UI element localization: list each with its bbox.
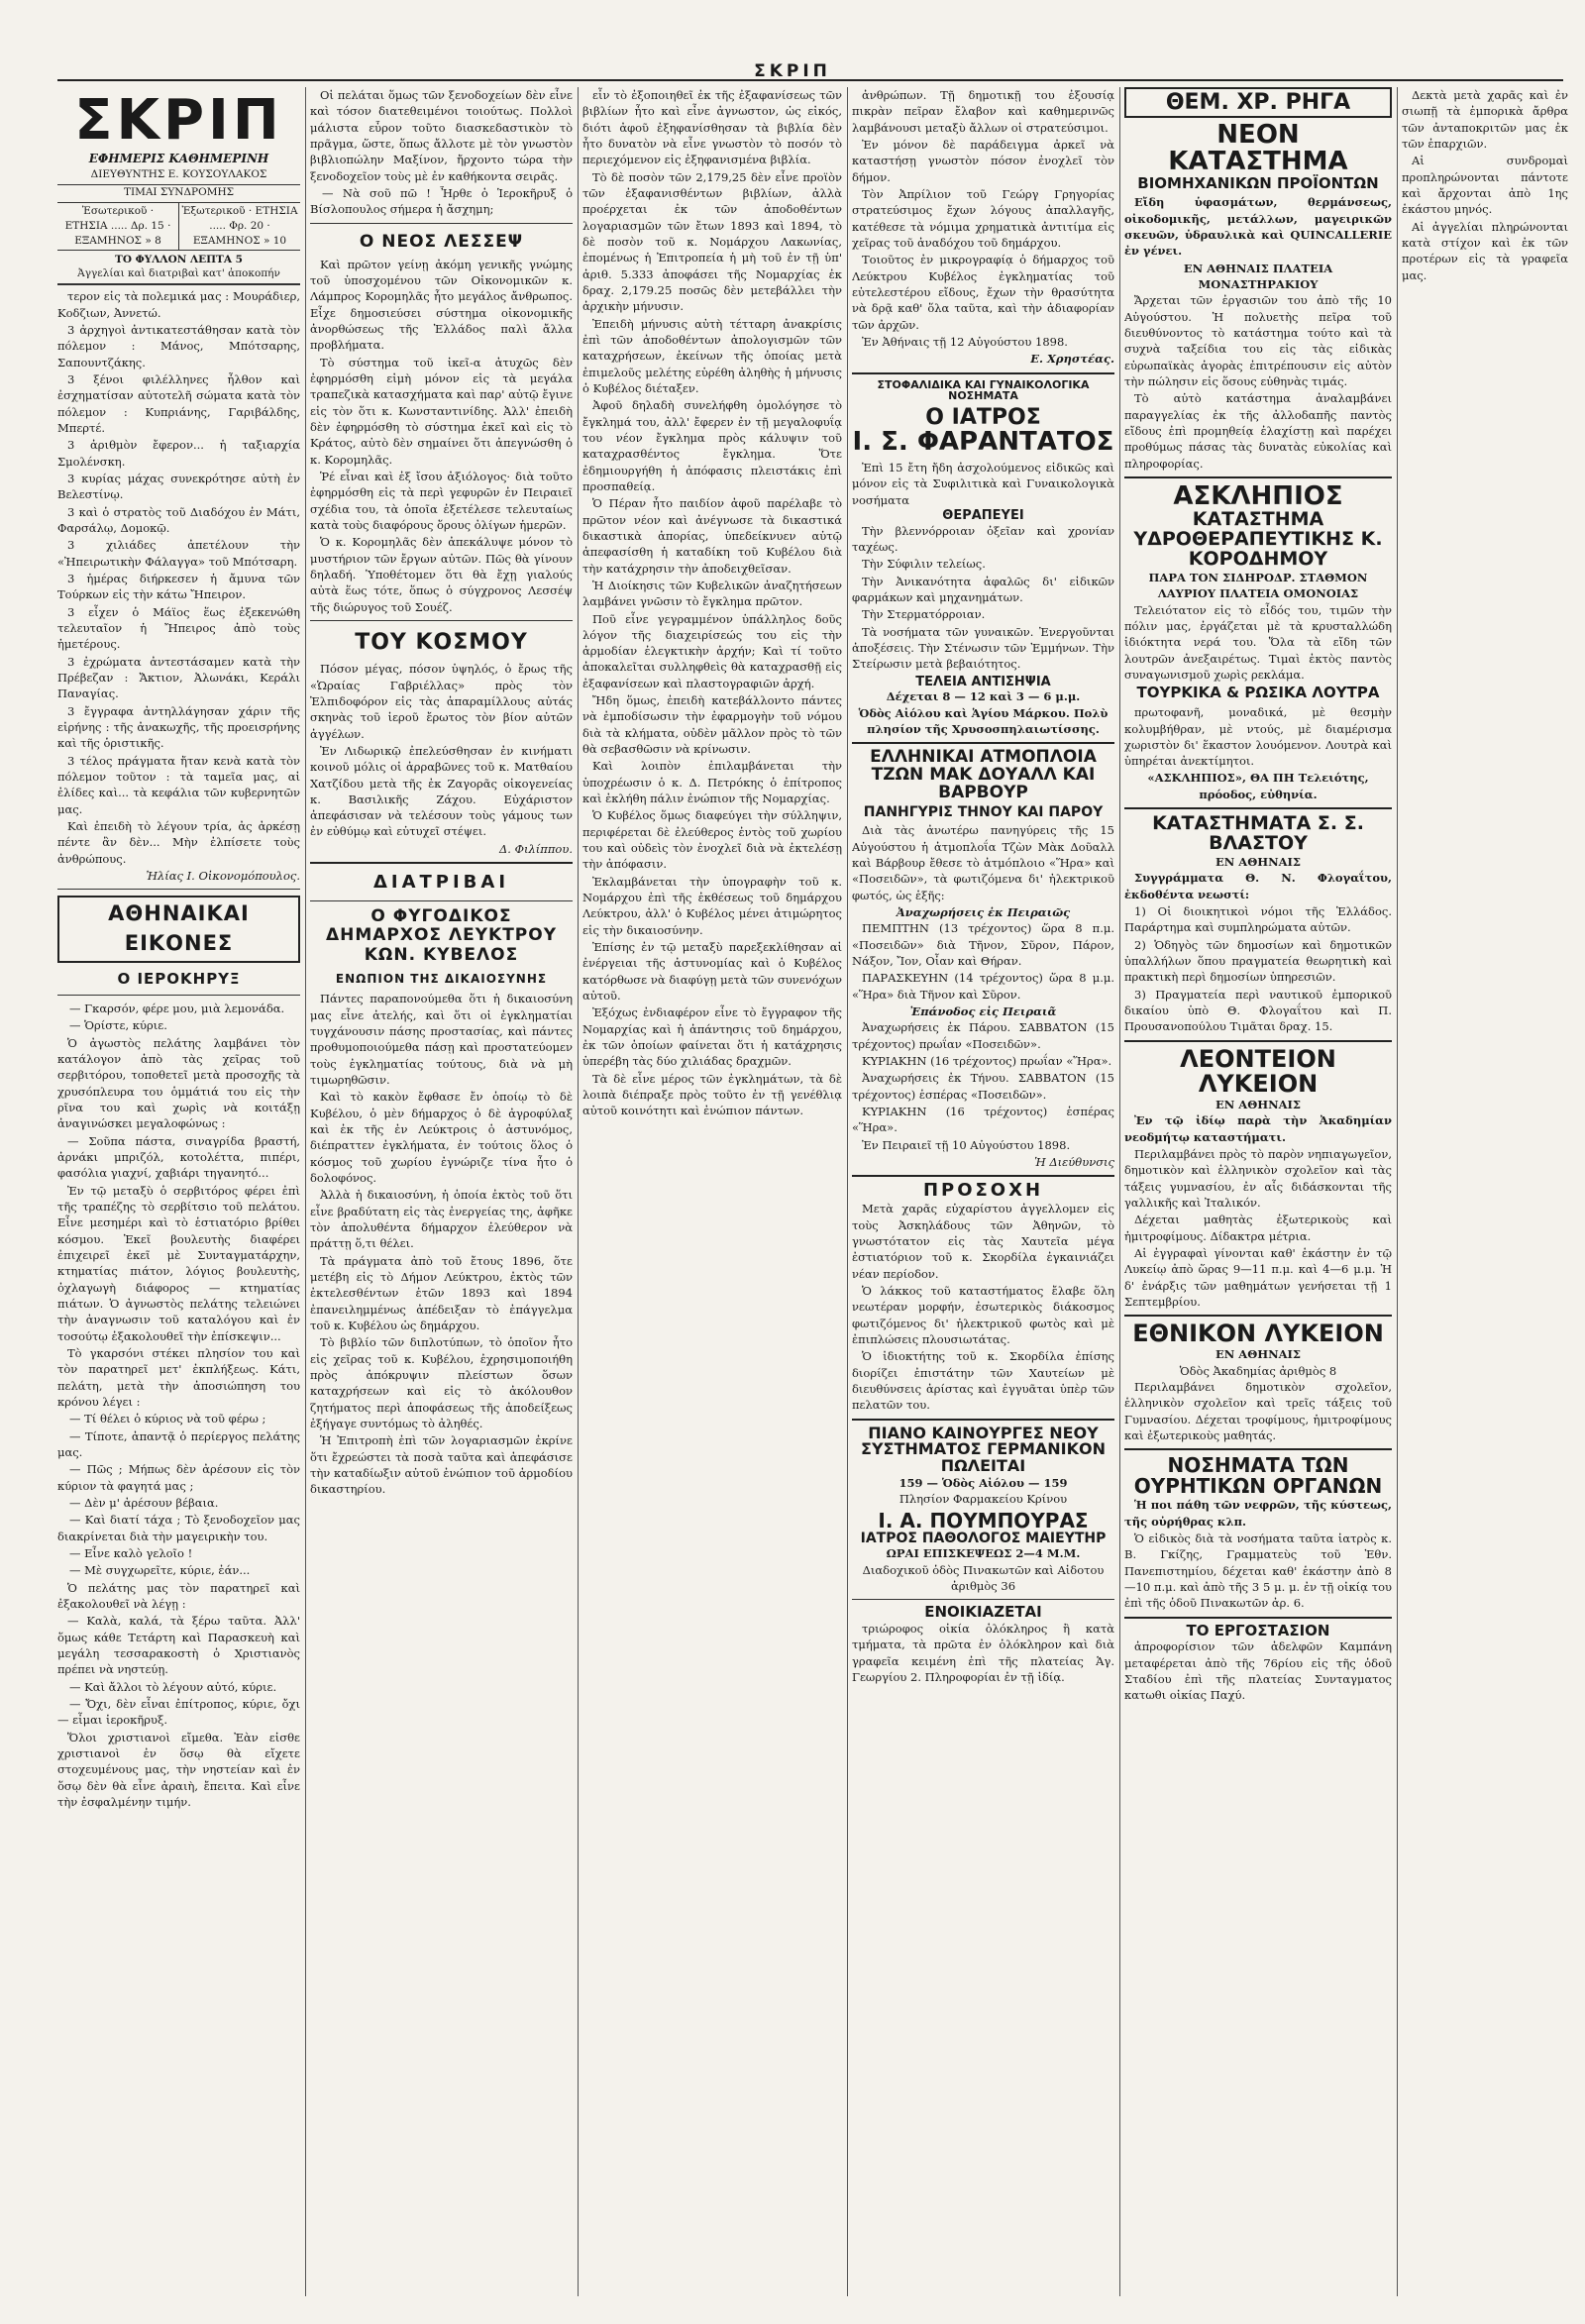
paragraph: Ἀναχωρήσεις ἐκ Πάρου. ΣΑΒΒΑΤΟΝ (15 τρέχοντος) πρωΐαν «Ποσειδῶν». [852,1020,1114,1051]
paragraph: Καὶ τὸ κακὸν ἔφθασε ἔν ὁποίῳ τὸ δὲ Κυβέλου, ὁ μὲν δήμαρχος ὁ δὲ ἀγροφύλαξ καὶ ἐκ τῆς ἐν Λεύκτροις ὁ ἀστυνόμος, διέπραττεν ἐγκλήματα, ἐν τούτοις ὅλος ὁ κόσμος τοῦ χωρίου ἐγνώριζε τίνα ἦτο ὁ δολοφόνος. [310,1090,573,1185]
ad-address: 159 — Ὁδὸς Αἰόλου — 159 [898,1475,1068,1490]
paragraph: Τὰ πράγματα ἀπὸ τοῦ ἔτους 1896, ὅτε μετέβη εἰς τὸ Δήμον Λεύκτρου, ἐκτὸς τῶν ἐκτελεσθέντων ἐτῶν 1893 καὶ 1894 ἐπανειλημμένως ἀπέδειξαν τὸ ἐπάγγελμα τοῦ κ. Κυβέλου ὡς δημάρχου. [310,1253,573,1332]
paragraph: Διὰ τὰς ἀνωτέρω πανηγύρεις τῆς 15 Αὐγούστου ἡ ἀτμοπλοΐα Τζὼν Μὰκ Δοῦαλλ καὶ Βάρβουρ ἔθεσε τὸ ἀτμόπλοιο «Ἥρα» καὶ «Ποσειδῶν», τὰ φωτιζόμενα δι' ἠλεκτρικοῦ φωτός, ὡς ἑξῆς: [852,823,1114,902]
ad-subtitle: ΕΝ ΑΘΗΝΑΙΣ [1215,1098,1302,1111]
paragraph: Ἄρχεται τῶν ἐργασιῶν του ἀπὸ τῆς 10 Αὐγούστου. Ἡ πολυετὴς πεῖρα τοῦ διευθύνοντος τὸ κατάστημα τούτο καὶ τὰ συχνὰ ταξείδια του εἰς τὰς εἰδικὰς εὐρωπαϊκὰς ἀγορὰς ἐπιτρέπουσιν εἰς αὐτὸν τὴν πώλησιν εἰς ὅσους εὐθηνὰς τιμάς. [1124,293,1392,389]
paragraph: 3 κυρίας μάχας συνεκρότησε αὐτὴ ἐν Βελεστίνῳ. [57,471,300,502]
paragraph: ἀνθρώπων. Τῇ δημοτικῇ του ἐξουσίᾳ πικρὰν πεῖραν ἔλαβον καὶ καθημερινῶς λαμβάνουσι μεταξὺ ἄλλων οἱ στρατεύσιμοι. [852,88,1114,135]
ad-subtitle: ΠΑΝΗΓΥΡΙΣ ΤΗΝΟΥ ΚΑΙ ΠΑΡΟΥ [863,803,1104,820]
ad-address: ΕΝ ΑΘΗΝΑΙΣ ΠΛΑΤΕΙΑ ΜΟΝΑΣΤΗΡΑΚΙΟΥ [1183,261,1333,292]
paragraph: ΠΕΜΠΤΗΝ (13 τρέχοντος) ὥρα 8 π.μ. «Ποσειδῶν» διὰ Τῆνον, Σῦρον, Πάρον, Νάξον, Ἴον, Οἶαν καὶ Θήραν. [852,921,1114,969]
feature-subtitle: ΕΝΩΠΙΟΝ ΤΗΣ ΔΙΚΑΙΟΣΥΝΗΣ [335,972,548,987]
paragraph: Τὰ δὲ εἶνε μέρος τῶν ἐγκλημάτων, τὰ δὲ λοιπὰ διέπραξε πρὸς τοῦτο ἐν τῇ γενέθλιᾳ αὐτοῦ κοινότητι καὶ ἐνώπιον πάντων. [582,1071,842,1118]
ad-title: ΝΕΟΝ ΚΑΤΑΣΤΗΜΑ [1168,120,1348,177]
column-3 [582,87,842,2296]
column-divider [578,87,579,2296]
paragraph: Ἐπὶ 15 ἔτη ἤδη ἀσχολούμενος εἰδικῶς καὶ μόνον εἰς τὰ Συφιλιτικὰ καὶ Γυναικολογικὰ νοσήματα [852,461,1114,507]
divider [1124,1315,1392,1317]
paragraph: Ὅλοι χριστιανοὶ εἴμεθα. Ἐὰν εἰσθε χριστιανοὶ ἐν ὅσῳ θὰ εἴχετε στοχευμένους μας, τὴν νηστείαν καὶ ἐν ὅσῳ δὲν θὰ εἶνε ἀραιὴ, ἔπειτα. Καὶ εἶνε τὴν ἐσφαλμένην τιμήν. [57,1730,300,1809]
subscription-prices [57,202,300,251]
paragraph: Ἀλλὰ ἡ δικαιοσύνη, ἡ ὁποία ἐκτὸς τοῦ ὅτι εἶνε βραδύτατη εἰς τὰς ἐνεργείας της, ἀφῆκε τὸν ἀπολυθέντα δήμαρχον ἐλεύθερον νὰ πράττῃ ὅ,τι θέλει. [310,1188,573,1251]
paragraph: Ὁ Πέραν ἦτο παιδίον ἀφοῦ παρέλαβε τὸ πρῶτον νέον καὶ ἀνέγνωσε τὰ δικαστικά δικαστικὰ ἀπορίας, ὑπεδείκνυεν αὐτῷ ἀπεφασίσθη ἡ καταδίκη τοῦ Κυβέλου διὰ τὴν κατάχρησιν τὴν ἀποδειχθεῖσαν. [582,496,842,576]
ad-address: ΠΑΡΑ ΤΟΝ ΣΙΔΗΡΟΔΡ. ΣΤΑΘΜΟΝ ΛΑΥΡΙΟΥ ΠΛΑΤΕΙΑ ΟΜΟΝΟΙΑΣ [1148,571,1368,601]
ad-subheading: Ἐπάνοδος εἰς Πειραιᾶ [909,1004,1057,1019]
column-4 [852,87,1114,2296]
ad-title: ΝΟΣΗΜΑΤΑ ΤΩΝ ΟΥΡΗΤΙΚΩΝ ΟΡΓΑΝΩΝ [1133,1453,1383,1499]
section-title: ΔΙΑΤΡΙΒΑΙ [372,872,510,894]
paragraph: ΚΥΡΙΑΚΗΝ (16 τρέχοντος) ἑσπέρας «Ἥρα». [852,1105,1114,1135]
paragraph: Ἐπειδὴ μήνυσις αὐτὴ τέτταρη ἀνακρίσις ἐπὶ τῶν ἀποδοθέντων ἀπολογισμῶν τῶν καταχρήσεων, ἐκείνων τῆς ὁποίας μετὰ ἐπιμελοῦς μελέτης εὑρέθη ἀληθὴς ἡ μήνυσις ὁ Κυβέλος διέταξεν. [582,316,842,395]
ad-subheading: ΤΕΛΕΙΑ ΑΝΤΙΣΗΨΙΑ [915,674,1051,689]
paragraph: Περιλαμβάνει δημοτικὸν σχολεῖον, ἑλληνικὸν σχολεῖον καὶ τρεῖς τάξεις τοῦ Γυμνασίου. Δέχεται τροφίμους, ἡμιτροφίμους καὶ ἐξωτερικοὺς μαθητάς. [1124,1380,1392,1443]
paragraph: Ἤδη ὅμως, ἐπειδὴ κατεβάλλοντο πάντες νὰ ἐμποδίσωσιν τὴν ἐφαρμογὴν τοῦ νόμου διὰ τὰ κλήματα, οὐδὲν μᾶλλον πρὸς τὸ τῶν θὰ σεβασθῶσιν νὰ κρίνωσιν. [582,693,842,757]
paragraph: Ἐν τῷ μεταξὺ ὁ σερβιτόρος φέρει ἐπὶ τῆς τραπέζης τὸ σερβίτσιο τοῦ πελάτου. Εἶνε μεσημέρι καὶ τὸ ἑστιατόριο βρίθει κόσμου. Ἐκεῖ βουλευτὴς διαφέρει ἐπιχειρεῖ ἐκεῖ μὲ Συνταγματάρχην, κτηματίας πιάτον, λόγιος βουλευτὴς, ὀχλαγωγὴ διάφορος — κτηματίας πιάτων. Ὁ ἀγνωστὸς πελάτης τελειώνει τὴν ἀναγνωσιν τοῦ καταλόγου καὶ ἐν τοσούτῳ ἐξακολουθεῖ τὴν ἐπίσκεψιν... [57,1183,300,1343]
ad-title: ΠΡΟΣΟΧΗ [922,1180,1044,1202]
ad-name: ΘΕΜ. ΧΡ. ΡΗΓΑ [1124,87,1392,118]
paragraph: τερον εἰς τὰ πολεμικά μας : Μουράδιερ, Κοδζιων, Ἀννετώ. [57,289,300,320]
signature: Ἠλίας Ι. Οἰκονομόπουλος. [146,868,300,883]
ad-title: ΛΕΟΝΤΕΙΟΝ ΛΥΚΕΙΟΝ [1180,1044,1336,1098]
paragraph: Ὁ ἰδιοκτήτης τοῦ κ. Σκορδίλα ἐπίσης διορίζει ἐπιστάτην τῶν Χαυτείων μὲ διευθύνσεις ἀρίστας καὶ ἐγγυᾶται ὑπὲρ τῶν πελατῶν του. [852,1349,1114,1413]
paragraph: — Τίποτε, ἀπαντᾷ ὁ περίεργος πελάτης μας. [57,1428,300,1459]
paragraph: — Γκαρσόν, φέρε μου, μιὰ λεμονάδα. [69,1002,285,1016]
section-title: ΑΘΗΝΑΙΚΑΙ ΕΙΚΟΝΕΣ [57,896,300,963]
foreign-prices: Ἐξωτερικοῦ · ΕΤΗΣΙΑ ..... Φρ. 20 · ΕΞΑΜΗΝΟΣ » 10 [181,204,298,247]
divider [310,620,573,621]
masthead-title: ΣΚΡΙΠ [74,88,283,153]
ad-title: ΕΝΟΙΚΙΑΖΕΤΑΙ [924,1603,1042,1622]
paragraph: — Μὲ συγχωρεῖτε, κύριε, ἐάν... [69,1563,251,1578]
ad-subtitle: ΒΙΟΜΗΧΑΝΙΚΩΝ ΠΡΟΪΟΝΤΩΝ [1137,173,1379,192]
paragraph: 2) Ὁδηγὸς τῶν δημοσίων καὶ δημοτικῶν ὑπαλλήλων ὅπου πραγματεία θεωρητικὴ καὶ πρακτικὴ περὶ δημοσίων ὑπηρεσιῶν. [1124,937,1392,985]
ad-header: ΣΤΟΦΑΛΙΔΙΚΑ ΚΑΙ ΓΥΝΑΙΚΟΛΟΓΙΚΑ ΝΟΣΗΜΑΤΑ [877,377,1090,403]
paragraph: 3 καὶ ὁ στρατὸς τοῦ Διαδόχου ἐν Μάτι, Φαρσάλῳ, Δομοκῷ. [57,504,300,535]
column-divider [1397,87,1398,2296]
paragraph: Ἡ Ἐπιτροπὴ ἐπὶ τῶν λογαριασμῶν ἐκρίνε ὅτι ἔχρεώστει τὰ ποσὰ ταῦτα καὶ ἀπεφάσισε τὴν καταδίωξιν αὐτοῦ ἐνώπιον τοῦ ἁρμοδίου δικαστηρίου. [310,1433,573,1497]
paragraph: Περιλαμβάνει πρὸς τὸ παρὸν νηπιαγωγεῖον, δημοτικὸν καὶ ἑλληνικὸν σχολεῖον καὶ τὰς τάξεις γυμνασίου, ἐν αἷς διδάσκονται τῆς γαλλικῆς καὶ Ἰταλικόν. [1124,1146,1392,1210]
divider [1124,1448,1392,1450]
paragraph: — Καὶ ἄλλοι τὸ λέγουν αὐτό, κύριε. [69,1679,277,1694]
signature: Δ. Φιλίππου. [498,841,573,856]
column-6 [1402,87,1568,2296]
paragraph: 3 ἔγγραφα ἀντηλλάγησαν χάριν τῆς εἰρήνης : τῆς ἀνακωχῆς, τῆς προεισρήνης καὶ τῆς ὁριστικῆς. [57,703,300,751]
paragraph: Αἱ ἀγγελίαι πληρώνονται κατὰ στίχον καὶ ἐκ τῶν προτέρων εἰς τὰ γραφεῖα μας. [1402,219,1568,282]
paragraph: Συγγράμματα Θ. Ν. Φλογαΐτου, ἐκδοθέντα νεωστί: [1124,871,1392,901]
divider [852,742,1114,744]
paragraph: Δεκτὰ μετὰ χαρᾶς καὶ ἐν σιωπῇ τὰ ἐμπορικὰ ἄρθρα τῶν ἀνταποκριτῶν μας ἐκ τῶν ἐπαρχιῶν. [1402,88,1568,151]
ad-subheading: Ἀναχωρήσεις ἐκ Πειραιῶς [896,905,1071,920]
column-divider [847,87,848,2296]
paragraph: Ἐπίσης ἐν τῷ μεταξὺ παρεξεκλίθησαν αἱ ἐνέργειαι τῆς ἀστυνομίας καὶ ὁ Κυβέλος κατόρθωσε νὰ διαφύγῃ μετὰ τῶν συνενόχων αὐτοῦ. [582,940,842,1004]
ad-subtitle: ΕΝ ΑΘΗΝΑΙΣ [1215,1347,1302,1362]
feature-title: Ο ΦΥΓΟΔΙΚΟΣ ΔΗΜΑΡΧΟΣ ΛΕΥΚΤΡΟΥ ΚΩΝ. ΚΥΒΕΛΟΣ [325,905,558,965]
paragraph: Ἐν τῷ ἰδίῳ παρὰ τὴν Ἀκαδημίαν νεοδμήτῳ καταστήματι. [1124,1113,1392,1144]
ad-title: ΙΑΤΡΟΣ ΠΑΘΟΛΟΓΟΣ ΜΑΙΕΥΤΗΡ [860,1530,1107,1546]
signature: Ε. Χρηστέας. [1030,352,1114,367]
paragraph: Εἴδη ὑφασμάτων, θερμάνσεως, οἰκοδομικῆς, μετάλλων, μαγειρικῶν σκευῶν, ὑδραυλικὰ καὶ QUINCALLERIE ἐν γένει. [1124,195,1392,259]
column-divider [305,87,306,2296]
paragraph: Ἀναχωρήσεις ἐκ Τήνου. ΣΑΒΒΑΤΟΝ (15 τρέχοντος) ἑσπέρας «Ποσειδῶν». [852,1071,1114,1102]
paragraph: — Σοῦπα πάστα, σιναγρίδα βραστή, ἀρνάκι μπριζόλ, κοτολέττα, πιπέρι, φασόλια γιαχνί, χαβιάρι τηγανητό... [57,1133,300,1181]
paragraph: Τὸ βιβλίο τῶν διπλοτύπων, τὸ ὁποῖον ἦτο εἰς χεῖρας τοῦ κ. Κυβέλου, ἐχρησιμοποιήθη πρὸς ἀπόκρυψιν πλείστων ὅσων καταχρήσεων καὶ εἰς τὸ ἀκόλουθον ζητήματος περὶ ἀποφάσεως τῆς ἀποδείξεως ἐξήγαγε συντόμως τὸ ἀληθές. [310,1335,573,1430]
paragraph: Τὴν βλεννόρροιαν ὀξεῖαν καὶ χρονίαν ταχέως. [852,523,1114,555]
divider [310,900,573,901]
paragraph: — Καλὰ, καλά, τὰ ξέρω ταῦτα. Ἀλλ' ὅμως κάθε Τετάρτη καὶ Παρασκευὴ καὶ μεγάλη τεσσαρακοστὴ ὁ Χριστιανὸς πρέπει νὰ νηστεύῃ. [57,1614,300,1677]
paragraph: — Ὁρίστε, κύριε. [69,1018,167,1033]
paragraph: Ἐν μόνον δὲ παράδειγμα ἀρκεῖ νὰ καταστήσῃ γνωστὸν πόσον ἐνοχλεῖ τὸν δήμον. [852,137,1114,184]
ad-title: Ο ΙΑΤΡΟΣ [925,404,1041,430]
paragraph: 3 χιλιάδες ἀπετέλουν τὴν «Ἠπειρωτικὴν Φάλαγγα» τοῦ Μπότσαρη. [57,538,300,569]
paragraph: 3 ἀριθμὸν ἔφερον... ἡ ταξιαρχία Σμολένσκη. [57,438,300,469]
column-divider [1119,87,1120,2296]
running-head: ΣΚΡΙΠ [754,61,831,81]
paragraph: εἶν τὸ ἐξοποιηθεῖ ἐκ τῆς ἐξαφανίσεως τῶν βιβλίων ἦτο καὶ εἶνε ἀγνωστον, ὡς εἰκός, διότι ἀφοῦ ἐξηφανίσθησαν τὰ βιβλία δὲν ἦτο δυνατὸν νὰ εἶνε γνωστὸν τὸ ποσόν τὸ περιεχόμενον εἰς ἐξηφανισμένα βιβλία. [582,88,842,167]
paragraph: Ἐν Πειραιεῖ τῇ 10 Αὐγούστου 1898. [862,1137,1071,1152]
ad-name: Ι. Σ. ΦΑΡΑΝΤΑΤΟΣ [852,426,1114,457]
paragraph: 3 τέλος πράγματα ἤταν κενὰ κατὰ τὸν πόλεμον τοῦτον : τὰ ταμεῖα μας, αἱ ἐλίδες καὶ... τὰ κεφάλια τῶν κυβερνητῶν μας. [57,753,300,816]
masthead-subtitle: ΕΦΗΜΕΡΙΣ ΚΑΘΗΜΕΡΙΝΗ [88,152,269,165]
domestic-prices: Ἐσωτερικοῦ · ΕΤΗΣΙΑ ..... Δρ. 15 · ΕΞΑΜΗΝΟΣ » 8 [57,203,179,250]
column-5 [1124,87,1392,2296]
divider [852,1599,1114,1600]
ad-address: Ὁδὸς Αἰόλου καὶ Ἁγίου Μάρκου. Πολὺ πλησίον τῆς Χρυσοσπηλαιωτίσσης. [858,705,1109,736]
paragraph: Ὁ κ. Κορομηλᾶς δὲν ἀπεκάλυψε μόνον τὸ μυστήριον τῶν ἔργων αὐτῶν. Πῶς θὰ γίνουν δηλαδή. Ὑποθέτομεν ὅτι θὰ ἔχῃ γιαλούς αὐτὰ ἕως τότε, ὅπως ὁ σύγχρονος Λεσσέψ τῆς διώρυγος τοῦ Σουέζ. [310,535,573,614]
paragraph: Πόσον μέγας, πόσον ὑψηλός, ὁ ἔρως τῆς «Ὡραίας Γαβριέλλας» πρὸς τὸν Ἐλπιδοφόρον εἰς τὰς ἀπαραμίλλους αὐτάς σκηνὰς τοῦ ἱεροῦ ἔρωτος τὸν βίον αὐτῶν ἀγγέλων. [310,662,573,741]
paragraph: Οἱ πελάται ὅμως τῶν ξενοδοχείων δὲν εἶνε καὶ τόσον διατεθειμένοι τοιούτως. Πολλοὶ μάλιστα εὗρον τοῦτο διασκεδαστικὸν τὸ πρᾶγμα, ὥστε, ὅπως ἄλλοτε μὲ τὸν γνωστὸν βιβλιοπώλην Μαξίνον, ἤρχοντο τώρα τὴν ξενοδοχεῖον τοὺς μὲ ἐν καθήκοντα σειρᾶς. [310,88,573,183]
divider [57,995,300,996]
paragraph: τριώροφος οἰκία ὁλόκληρος ἢ κατὰ τμήματα, τὰ πρῶτα ἐν ὁλόκληρον καὶ διὰ γραφεῖα κειμένη ἐπὶ τῆς πλατείας Ἁγ. Γεωργίου 2. Πληροφορίαι ἐν τῇ ἰδίᾳ. [852,1622,1114,1684]
paragraph: Τὴν Ἀνικανότητα ἀφαλῶς δι' εἰδικῶν φαρμάκων καὶ μηχανημάτων. [852,574,1114,604]
paragraph: Ἀφοῦ δηλαδὴ συνελήφθη ὁμολόγησε τὸ ἔγκλημά του, ἀλλ' ἔφερεν ἐν τῇ μεγαλοφυΐᾳ του νέον ἔγκλημα πρὸς κάλυψιν τοῦ καταχρασθέντος ἔγκλημα. Ὅτε ἐδημιουργήθη ἡ ἀπόφασις πλειστάκις ἐπὶ προσπαθείᾳ. [582,398,842,493]
paragraph: 3) Πραγματεία περὶ ναυτικοῦ ἐμπορικοῦ δικαίου ὑπὸ Θ. Φλογαΐτου καὶ Π. Προυσανοπούλου Τιμᾶται δραχ. 15. [1124,987,1392,1034]
column-1 [57,87,300,2296]
signature: Ἡ Διεύθυνσις [1034,1155,1114,1170]
paragraph: 1) Οἱ διοικητικοὶ νόμοι τῆς Ἑλλάδος. Παράρτημα καὶ συμπληρώματα αὐτῶν. [1124,904,1392,935]
paragraph: 3 ἐχρώματα ἀντεστάσαμεν κατὰ τὴν Πρέβεζαν : Ἄκτιον, Ἀλωνάκι, Κεράλι Παναγίας. [57,654,300,701]
ad-address: Διαδοχικοῦ ὁδὸς Πινακωτῶν καὶ Αἰδοτου ἀριθμὸς 36 [862,1562,1105,1593]
ad-hours: ΩΡΑΙ ΕΠΙΣΚΕΨΕΩΣ 2—4 Μ.Μ. [886,1546,1081,1561]
divider [310,862,573,864]
paragraph: Τὰ νοσήματα τῶν γυναικῶν. Ἐνεργοῦνται ἀποξέσεις. Τὴν Στένωσιν τῶν Ἐμμήνων. Τὴν Στείρωσιν μετὰ βεβαιότητος. [852,624,1114,672]
paragraph: Τὸ γκαρσόνι στέκει πλησίον του καὶ τὸν παρατηρεῖ μετ' ἐκπλήξεως. Κάτι, πελάτη, μετὰ τὴν ἀποσιώπηση του κρόνου λέγει : [57,1346,300,1409]
paragraph: Τοιοῦτος ἐν μικρογραφίᾳ ὁ δήμαρχος τοῦ Λεύκτρου Κυβέλος ἐγκληματίας τοῦ εὐτελεστέρου εἴδους, ἔχων τὴν θρασύτητα νὰ δρᾷ καθ' ὅλα ταῦτα, καὶ τὴν ἀδιαφορίαν τῶν ἀρχῶν. [852,253,1114,332]
ad-subheading: ΘΕΡΑΠΕΥΕΙ [942,508,1024,524]
paragraph: Δέχεται μαθητὰς ἐξωτερικοὺς καὶ ἡμιτροφίμους. Δίδακτρα μέτρια. [1124,1213,1392,1243]
ad-title: ΠΙΑΝΟ ΚΑΙΝΟΥΡΓΕΣ ΝΕΟΥ ΣΥΣΤΗΜΑΤΟΣ ΓΕΡΜΑΝΙΚΟΝ ΠΩΛΕΙΤΑΙ [861,1423,1106,1476]
paragraph: Ἐν Ἀθήναις τῇ 12 Αὐγούστου 1898. [862,334,1068,349]
paragraph: — Καὶ διατί τάχα ; Τὸ ξενοδοχεῖον μας διακρίνεται διὰ τὴν μαγειρικὴν του. [57,1513,300,1543]
paragraph: Αἱ ἐγγραφαὶ γίνονται καθ' ἑκάστην ἐν τῷ Λυκείῳ ἀπὸ ὥρας 9—11 π.μ. καὶ 4—6 μ.μ. Ἡ δ' ἐνάρξις τῶν μαθημάτων γενήσεται τῇ 1 Σεπτεμβρίου. [1124,1245,1392,1309]
paragraph: 3 ξένοι φιλέλληνες ἦλθον καὶ ἐσχηματίσαν αὐτοτελῆ σώματα κατὰ τὸν πόλεμον : Κυπριάνης, Γαριβάλδης, Μπερτέ. [57,372,300,435]
paragraph: Ἐν Λιδωρικῷ ἐπελεύσθησαν ἐν κινήματι κοινοῦ μόλις οἱ ἀρραβῶνες τοῦ κ. Ματθαίου Χατζίδου μετὰ τῆς ἐκ Ζαγορᾶς οἰκογενείας κ. Βασιλικῆς Ζάχου. Εὐχάριστον ἀπεφάσισαν νὰ τελέσουν τοὺς γάμους των ἐν εὐθύμῳ καὶ εὐτυχεῖ στέψει. [310,743,573,839]
paragraph: — Ὄχι, δὲν εἶναι ἐπίτροπος, κύριε, ὄχι — εἶμαι ἱεροκῆρυξ. [57,1696,300,1728]
paragraph: Ὁ ἀγωστὸς πελάτης λαμβάνει τὸν κατάλογον ἀπὸ τὰς χεῖρας τοῦ σερβιτόρου, τοποθετεῖ μετὰ προσοχῆς τὰ χρυσόπλευρα του ὁμμάτιά του εἰς τὴν ρῖνα του καὶ χωρὶς νὰ κοιτάξῃ ἀναγινώσκει μεγαλοφώνως : [57,1035,300,1131]
paragraph: 3 εἶχεν ὁ Μάϊος ἕως ἐξεκενώθη τελευταῖον ἡ Ἤπειρος ἀπὸ τοὺς ἡμετέρους. [57,604,300,652]
ad-address: Ὁδὸς Ἀκαδημίας ἀριθμὸς 8 [1179,1363,1337,1378]
paragraph: Καὶ λοιπὸν ἐπιλαμβάνεται τὴν ὑποχρέωσιν ὁ κ. Δ. Πετρόκης ὁ ἐπίτροπος καὶ ἐκλήθη πάλιν ἐνώπιον τῆς Νομαρχίας. [582,759,842,806]
divider [1124,1617,1392,1619]
paragraph: Ῥέ εἶναι καὶ ἐξ ἴσου ἀξιόλογος· διὰ τοῦτο ἐφηρμόσθη εἰς τὰ περὶ γεφυρῶν ἐν Πειραιεῖ σχέδια του, τὰ ὁποῖα ἐξετέλεσε τελευταίως κατὰ τοὺς διαφόρους ὅρους ὀλίγων ἡμερῶν. [310,470,573,532]
divider [1124,476,1392,478]
divider [852,1175,1114,1177]
paragraph: Μετὰ χαρᾶς εὐχαρίστου ἀγγελλομεν εἰς τοὺς Ἀσκηλάδους τῶν Ἀθηνῶν, τὸ γνωστότατον εἰς τὰς Χαυτεῖα μέγα ἐστιατόριον τοῦ κ. Σκορδίλα ἐγκαινιάζει νέαν περίοδον. [852,1202,1114,1281]
subscriptions-label: ΤΙΜΑΙ ΣΥΝΔΡΟΜΗΣ [123,185,235,198]
paragraph: Αἱ συνδρομαὶ προπληρώνονται πάντοτε καὶ ἄρχονται ἀπὸ 1ης ἑκάστου μηνός. [1402,154,1568,217]
divider [1124,807,1392,809]
paragraph: Καὶ ἐπειδὴ τὸ λέγουν τρία, ἀς ἀρκέσῃ πέντε ἂν δὲν... Μὴν ἐλπίσετε τοὺς ἀνθρώπους. [57,818,300,866]
paragraph: Τὴν Σύφιλιν τελείως. [862,557,986,572]
paragraph: 3 ἡμέρας διήρκεσεν ἡ ἄμυνα τῶν Τούρκων εἰς τὴν κάτω Ἤπειρον. [57,571,300,602]
paragraph: Τὸ αὐτὸ κατάστημα ἀναλαμβάνει παραγγελίας ἐκ τῆς ἀλλοδαπῆς παντὸς εἴδους ἐπὶ προμηθείᾳ ἐλαχίστῃ καὶ παρέχει προθύμως πάσας τὰς δυνατὰς εὐκολίας καὶ πληροφορίας. [1124,391,1392,471]
ad-title: ΚΑΤΑΣΤΗΜΑ ΥΔΡΟΘΕΡΑΠΕΥΤΙΚΗΣ Κ. ΚΟΡΟΔΗΜΟΥ [1133,508,1383,571]
paragraph: Ὁ εἰδικὸς διὰ τὰ νοσήματα ταῦτα ἰατρὸς κ. Β. Γκίζης, Γραμματεὺς τοῦ Ἐθν. Πανεπιστημίου, δέχεται καθ' ἑκάστην ἀπὸ 8—10 π.μ. καὶ ἀπὸ τῆς 3 5 μ. μ. ἐν τῇ οἰκίᾳ του ἐπὶ τῆς ὁδοῦ Πινακωτῶν ἀρ. 6. [1124,1532,1392,1611]
ad-name: ΑΣΚΛΗΠΙΟΣ [1173,481,1343,512]
paragraph: Τὸ σύστημα τοῦ ἰκεῖ-α ἀτυχῶς δὲν ἐφηρμόσθη εἰμὴ μόνον εἰς τὰ μεγάλα τραπεζικὰ κατασχήματα καὶ παρ' αὐτῷ ἔγινε εἰς τὸν ὅτι κ. Κωνσταντινίδης. Ἀλλ' ἐπειδὴ δὲν ἐφηρμόσθη τὸ σύστημα ἐκεῖ καὶ εἰς τὸ Κράτος, αὐτὸ δὲν σημαίνει ὅτι ἀπεγνώσθη ὁ κ. Κορομηλᾶς. [310,355,573,467]
divider [1124,1040,1392,1042]
paragraph: Καὶ πρῶτον γείνῃ ἀκόμη γενικῆς γνώμης τοῦ ὑποσχομένου τῶν Οἰκονομικῶν κ. Λάμπρος Κορομηλᾶς ἦτο μεγάλος ἄνθρωπος. Εἶχε δημοσιεύσει σύστημα οἰκονομικῆς ἀνορθώσεως τῆς Ἑλλάδος παλὶ ἄλλα προβλήματα. [310,257,573,353]
ad-slogan: «ΑΣΚΛΗΠΙΟΣ», ΘΑ ΠΗ Τελειότης, πρόοδος, εὐθηνία. [1147,771,1369,801]
ads-notice: Ἀγγελίαι καὶ διατριβαὶ κατ' ἀποκοπήν [57,266,300,285]
divider [852,1419,1114,1421]
paragraph: πρωτοφανῆ, μοναδικά, μὲ θεσμὴν κολυμβήθραν, μὲ ντούς, μὲ διαμέρισμα χωριστὸν δι' ἕκαστον λουόμενον. Λουτρὰ καὶ ὑπηρέται ἀνεκτίμητοι. [1124,705,1392,769]
ad-title: ΕΘΝΙΚΟΝ ΛΥΚΕΙΟΝ [1132,1320,1384,1348]
section-subtitle: Ο ΙΕΡΟΚΗΡΥΞ [117,969,241,988]
paragraph: — Εἶνε καλὸ γελοῖο ! [69,1545,193,1560]
paragraph: 3 ἀρχηγοὶ ἀντικατεστάθησαν κατὰ τὸν πόλεμον : Μάνος, Μπότσαρης, Σαπουντζάκης. [57,323,300,370]
divider [852,372,1114,374]
ad-subtext: Πλησίον Φαρμακείου Κρίνου [898,1492,1068,1507]
ad-subheading: ΤΟΥΡΚΙΚΑ & ΡΩΣΙΚΑ ΛΟΥΤΡΑ [1136,684,1380,702]
paragraph: Ἐκλαμβάνεται τὴν ὑπογραφὴν τοῦ κ. Νομάρχου ἐπὶ τῆς ἐκθέσεως τοῦ δημάρχου Λεύκτρου, ἀλλ' ὁ Κυβέλος μένει ἀτιμώρητος εἰς τὴν δικαιοσύνην. [582,874,842,937]
divider [310,223,573,224]
paragraph: Ἐξόχως ἐνδιαφέρον εἶνε τὸ ἔγγραφον τῆς Νομαρχίας καὶ ἡ ἀπάντησις τοῦ δημάρχου, ἐκ τῶν ὁποίων φαίνεται ὅτι ἡ κατάχρησις ὑπερέβη τὰς δύο χιλιάδας δραχμῶν. [582,1005,842,1069]
ad-title: ΚΑΤΑΣΤΗΜΑΤΑ Σ. Σ. ΒΛΑΣΤΟΥ [1152,812,1364,855]
divider [57,889,300,890]
paragraph: Τὸν Ἀπρίλιον τοῦ Γεώργ Γρηγορίας στρατεύσιμος ἔχων λόγους ἀπαλλαγῆς, κατέθεσε τὰ νόμιμα χρηματικὰ ἀντιτίμα εἰς χεῖρας τοῦ ἀναδόχου τοῦ δημάρχου. [852,186,1114,250]
paragraph: Πάντες παραπονούμεθα ὅτι ἡ δικαιοσύνη μας εἶνε ἀτελής, καὶ ὅτι οἱ ἐγκληματίαι τυγχάνουσιν πάσης προστασίας, καὶ πάντες προθυμοποιούμεθα πάσῃ καὶ προστατεύομεν τοὺς ἐγκληματίας τούτους, διὰ νὰ μὴ τιμωρηθῶσιν. [310,992,573,1087]
paragraph: — Τί θέλει ὁ κύριος νὰ τοῦ φέρω ; [69,1412,266,1426]
ad-title: ΤΟ ΕΡΓΟΣΤΑΣΙΟΝ [1186,1621,1330,1639]
ad-hours: Δέχεται 8 — 12 καὶ 3 — 6 μ.μ. [886,689,1081,704]
paragraph: Τελειότατον εἰς τὸ εἶδός του, τιμῶν τὴν πόλιν μας, ἐργάζεται μὲ τὰ κρυσταλλώδη ἰδιόκτητα νερά του. Ὅλα τὰ εἴδη τῶν λουτρῶν ἀνεξαιρέτως. Τιμαὶ ἐκτὸς παντὸς συναγωνισμοῦ χωρὶς ρεκλάμα. [1124,602,1392,683]
paragraph: Ὁ πελάτης μας τὸν παρατηρεῖ καὶ ἐξακολουθεῖ νὰ λέγῃ : [57,1580,300,1611]
paragraph: ΚΥΡΙΑΚΗΝ (16 τρέχοντος) πρωΐαν «Ἥρα». [862,1054,1112,1069]
ad-name: Ι. Α. ΠΟΥΜΠΟΥΡΑΣ [878,1508,1089,1532]
paragraph: Τὸ δὲ ποσὸν τῶν 2,179,25 δὲν εἶνε προϊὸν τῶν ἐξαφανισθέντων βιβλίων, ἀλλὰ προέρχεται ἐκ τῶν ἀποδοθέντων λογαριασμῶν τῶν ἔτων 1893 καὶ 1894, τὸ δὲ ποσὸν τοῦ κ. Νομάρχου Λακωνίας, ἐπομένως ἡ Ἐπιτροπεία ἡ μὴ τοῦ ἐν τῇ ὑπ' ἀριθ. 5.333 ἀποφάσει τῆς Νομαρχίας ἐκ δραχ. 2,179.25 ποσῶς δὲν μετεβάλλει τὴν ἀρχικὴν μήνυσιν. [582,169,842,314]
paragraph: Ποῦ εἶνε γεγραμμένον ὑπάλληλος δοῦς λόγον τῆς διαχειρίσεώς του εἰς τὴν ἀρμοδίαν ἐλεγκτικὴν ἀρχήν; Καὶ τί τοῦτο ἀποκαλεῖται συλληφθεὶς θὰ καταχρασθῇ εἰς ἐξαφανίσεων καὶ πλαστογραφιῶν ἀρχή. [582,611,842,690]
article-title: ΤΟΥ ΚΟΣΜΟΥ [355,629,528,655]
ad-title: ΕΛΛΗΝΙΚΑΙ ΑΤΜΟΠΛΟΙΑ ΤΖΩΝ ΜΑΚ ΔΟΥΑΛΛ ΚΑΙ ΒΑΡΒΟΥΡ [870,747,1097,802]
issue-price: ΤΟ ΦΥΛΛΟΝ ΛΕΠΤΑ 5 [115,253,243,265]
paragraph: — Πῶς ; Μήπως δὲν ἀρέσουν εἰς τὸν κύριον τὰ φαγητά μας ; [57,1462,300,1493]
paragraph: — Νὰ σοῦ πῶ ! Ἦρθε ὁ Ἱεροκῆρυξ ὁ Βίσλοπουλος σήμερα ἡ ἄσχημη; [310,185,573,217]
ad-subtitle: ΕΝ ΑΘΗΝΑΙΣ [1215,855,1302,870]
article-title: Ο ΝΕΟΣ ΛΕΣΣΕΨ [359,231,524,252]
paragraph: Ὁ λάκκος τοῦ καταστήματος ἔλαβε ὅλη νεωτέραν μορφήν, ἐσωτερικὸς διάκοσμος φωτιζόμενος δι' ἠλεκτρικοῦ φωτὸς καὶ μὲ ἐπιπλώσεις πλουσιωτάτας. [852,1283,1114,1346]
paragraph: Ἡ ποι πάθη τῶν νεφρῶν, τῆς κύστεως, τῆς οὐρήθρας κλπ. [1124,1498,1392,1529]
paragraph: Τὴν Στερματόρροιαν. [862,607,986,622]
masthead-editor: ΔΙΕΥΘΥΝΤΗΣ Ε. ΚΟΥΣΟΥΛΑΚΟΣ [57,167,300,185]
column-2 [310,87,573,2296]
paragraph: ἀπροφορίσιον τῶν ἀδελφῶν Καμπάνη μεταφέρεται ἀπὸ τῆς 76ρίου εἰς τῆς ὁδοῦ Σταδίου ἐπὶ τῆς πλατείας Συνταγματος κατωθι οἰκίας Παχύ. [1124,1639,1392,1703]
paragraph: — Δὲν μ' ἀρέσουν βέβαια. [69,1495,219,1510]
paragraph: ΠΑΡΑΣΚΕΥΗΝ (14 τρέχοντος) ὥρα 8 μ.μ. «Ἥρα» διὰ Τῆνον καὶ Σῦρον. [852,971,1114,1002]
top-rule [57,79,1563,81]
paragraph: Ὁ Κυβέλος ὅμως διαφεύγει τὴν σύλληψιν, περιφέρεται δὲ ἐλεύθερος ἐντὸς τοῦ χωρίου του καὶ οὐδεὶς τὸν ἐνοχλεῖ διὰ νὰ ἐκτελέσῃ τὴν ἀπόφασιν. [582,808,842,872]
paragraph: Ἡ Διοίκησις τῶν Κυβελικῶν ἀναζητήσεων λαμβάνει γνῶσιν τὸ ἔγκλημα πρῶτον. [582,578,842,609]
